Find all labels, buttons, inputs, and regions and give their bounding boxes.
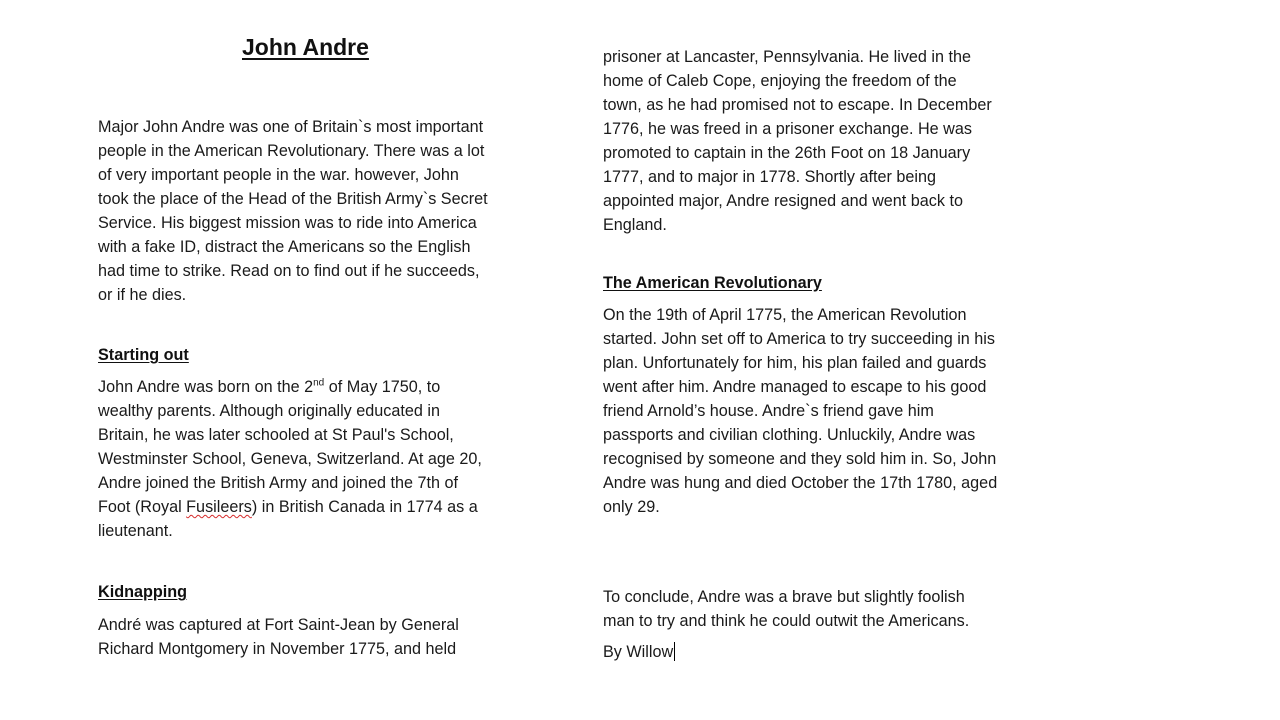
continuation-paragraph[interactable]: prisoner at Lancaster, Pennsylvania. He lived in the home of Caleb Cope, enjoying the freedom of the town, as he had promised not to escape. In December 1776, he was freed in a prisoner exchange. He was promoted to captain in the 26th Foot on 18 January 1777, and to major in 1778. Shortly after being appointed major, Andre resigned and went back to England. — [603, 48, 992, 234]
starting-out-paragraph[interactable] — [98, 375, 508, 543]
ordinal-superscript: nd — [313, 377, 325, 389]
starting-out-text-b: of May 1750, to wealthy parents. Although originally educated in Britain, he was later schooled at St Paul's School, Westminster School, Geneva, Switzerland. At age 20, Andre joined the British Army and joined the 7th of Foot (Royal — [98, 378, 482, 516]
text-cursor — [674, 642, 675, 661]
kidnapping-paragraph[interactable]: André was captured at Fort Saint-Jean by General Richard Montgomery in November 1775, and held — [98, 616, 459, 658]
heading-kidnapping: Kidnapping — [98, 583, 188, 601]
revolutionary-paragraph[interactable]: On the 19th of April 1775, the American Revolution started. John set off to America to try succeeding in his plan. Unfortunately for him, his plan failed and guards went after him. Andre managed to escape to his good friend Arnold’s house. Andre`s friend gave him passports and civilian clothing. Unluckily, Andre was recognised by someone and they sold him in. So, John Andre was hung and died October the 17th 1780, aged only 29. — [603, 306, 998, 516]
heading-starting-out: Starting out — [98, 346, 189, 364]
starting-out-text-c: ) in British Canada in 1774 as a lieutenant. — [98, 498, 478, 540]
byline-paragraph[interactable] — [603, 640, 1013, 664]
starting-out-text-a: John Andre was born on the 2 — [98, 378, 314, 396]
conclusion-paragraph[interactable]: To conclude, Andre was a brave but slightly foolish man to try and think he could outwit the Americans. — [603, 588, 970, 630]
intro-paragraph[interactable]: Major John Andre was one of Britain`s most important people in the American Revolutionary. There was a lot of very important people in the war. however, John took the place of the Head of the British Army`s Secret Service. His biggest mission was to ride into America with a fake ID, distract the Americans so the English had time to strike. Read on to find out if he succeeds, or if he dies. — [98, 118, 488, 304]
byline: By Willow — [603, 643, 674, 661]
spellcheck-word[interactable]: Fusileers — [186, 498, 252, 516]
heading-american-revolutionary: The American Revolutionary — [603, 274, 822, 292]
document-title: John Andre — [242, 34, 369, 60]
